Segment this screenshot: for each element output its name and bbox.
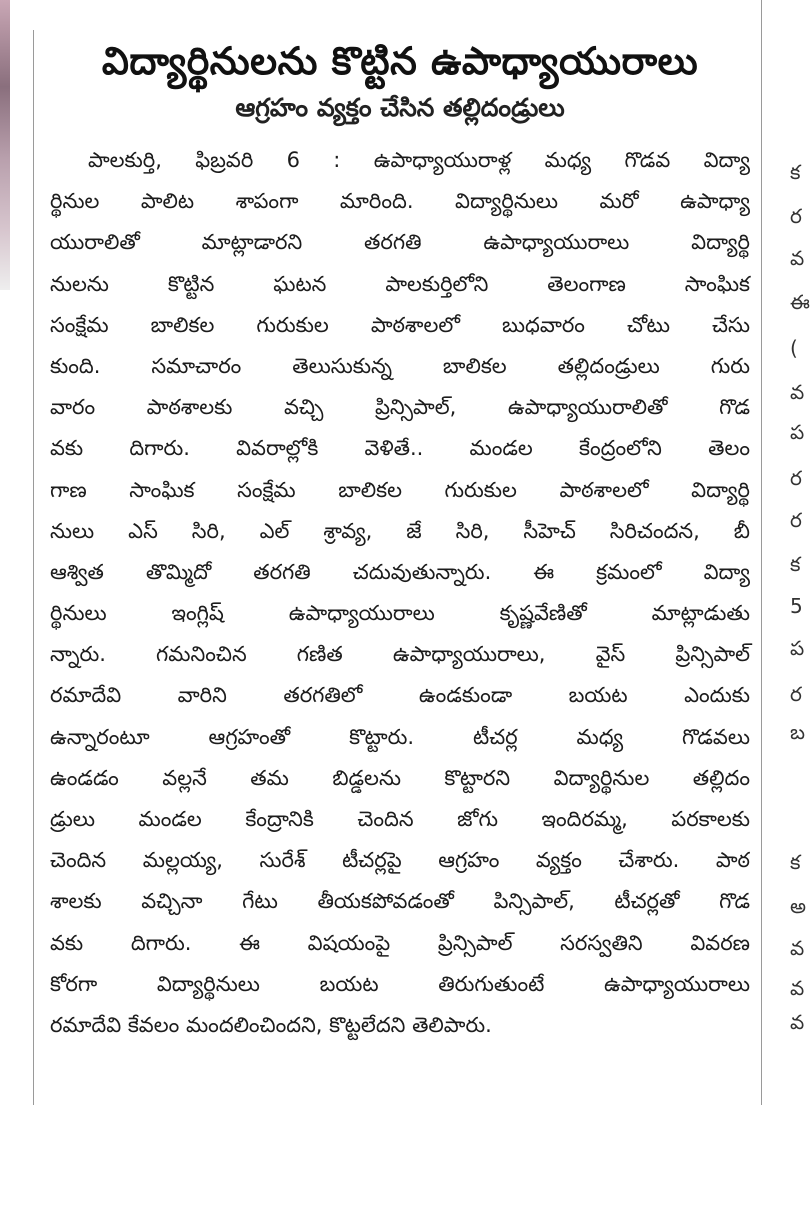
body-line: నులను కొట్టిన ఘటన పాలకుర్తిలోని తెలంగాణ సాంఘిక: [50, 271, 750, 296]
body-line: ఉండడం వల్లనే తమ బిడ్డలను కొట్టారని విద్యార్థినుల తల్లిదం: [50, 765, 750, 790]
article-headline: విద్యార్థినులను కొట్టిన ఉపాధ్యాయురాలు: [101, 39, 699, 83]
column-fragment-glyph: బ: [790, 720, 805, 744]
column-fragment-glyph: 5: [790, 594, 803, 618]
body-line: గాణ సాంఘిక సంక్షేమ బాలికల గురుకుల పాఠశాలలో విద్యార్థి: [50, 477, 750, 502]
column-fragment-glyph: ప: [790, 636, 805, 660]
body-line: నులు ఎస్ సిరి, ఎల్ శ్రావ్య, జే సిరి, సీహెచ్ సిరిచందన, బీ: [50, 518, 750, 543]
column-fragment-glyph: వ: [790, 1010, 805, 1034]
column-fragment-glyph: క: [790, 160, 801, 184]
column-fragment-glyph: ర: [790, 204, 802, 228]
column-rule-left: [33, 30, 34, 1105]
body-line: కుంది. సమాచారం తెలుసుకున్న బాలికల తల్లిదండ్రులు గురు: [50, 353, 750, 378]
column-fragment-glyph: ఈ: [790, 290, 810, 314]
body-line: కోరగా విద్యార్థినులు బయట తిరుగుతుంటే ఉపాధ్యాయురాలు: [50, 971, 750, 996]
body-line: చెందిన మల్లయ్య, సురేశ్ టీచర్లపై ఆగ్రహం వ్యక్తం చేశారు. పాఠ: [50, 848, 750, 873]
body-line: ఉన్నారంటూ ఆగ్రహంతో కొట్టారు. టీచర్ల మధ్య గొడవలు: [50, 724, 750, 749]
body-line: ర్థినులు ఇంగ్లిష్ ఉపాధ్యాయురాలు కృష్ణవేణితో మాట్లాడుతు: [50, 601, 750, 626]
column-fragment-glyph: వ: [790, 246, 805, 270]
news-article: [50, 34, 750, 1046]
body-line: న్నారు. గమనించిన గణిత ఉపాధ్యాయురాలు, వైస్ ప్రిన్సిపాల్: [50, 642, 750, 667]
column-fragment-glyph: వ: [790, 936, 805, 960]
column-fragment-glyph: ప: [790, 420, 805, 444]
adjacent-column-fragment: [776, 0, 810, 1211]
body-line: వకు దిగారు. ఈ విషయంపై ప్రిన్సిపాల్ సరస్వతిని వివరణ: [50, 930, 750, 955]
column-fragment-glyph: ర: [790, 508, 802, 532]
body-line: డ్రులు మండల కేంద్రానికి చెందిన జోగు ఇందిరమ్మ, పరకాలకు: [50, 807, 750, 831]
article-body: [50, 140, 750, 1046]
body-line: రమాదేవి కేవలం మందలించిందని, కొట్టలేదని తెలిపారు.: [50, 1012, 492, 1037]
column-fragment-glyph: వ: [790, 976, 805, 1000]
body-line: వకు దిగారు. వివరాల్లోకి వెళితే.. మండల కేంద్రంలోని తెలం: [50, 436, 750, 461]
article-subheadline: ఆగ్రహం వ్యక్తం చేసిన తల్లిదండ్రులు: [235, 93, 565, 122]
body-line: ఆశ్విత తొమ్మిదో తరగతి చదువుతున్నారు. ఈ క్రమంలో విద్యా: [50, 559, 750, 584]
body-line: రమాదేవి వారిని తరగతిలో ఉండకుండా బయట ఎందుకు: [50, 683, 750, 708]
body-line: యురాలితో మాట్లాడారని తరగతి ఉపాధ్యాయురాలు విద్యార్థి: [50, 230, 750, 255]
body-line: ర్థినుల పాలిట శాపంగా మారింది. విద్యార్థినులు మరో ఉపాధ్యా: [50, 189, 750, 214]
column-fragment-glyph: ర: [790, 466, 802, 490]
column-fragment-glyph: క: [790, 850, 801, 874]
body-line: సంక్షేమ బాలికల గురుకుల పాఠశాలలో బుధవారం చోటు చేసు: [50, 312, 750, 337]
body-line: పాలకుర్తి, ఫిబ్రవరి 6 : ఉపాధ్యాయురాళ్ల మధ్య గొడవ విద్యా: [88, 148, 750, 172]
column-fragment-glyph: వ: [790, 380, 805, 404]
column-fragment-glyph: క: [790, 552, 801, 576]
column-fragment-glyph: ర: [790, 682, 802, 706]
column-rule-right: [761, 0, 762, 1105]
body-line: వారం పాఠశాలకు వచ్చి ప్రిన్సిపాల్, ఉపాధ్యాయురాలితో గొడ: [50, 395, 750, 420]
adjacent-image-fragment: [0, 0, 10, 290]
column-fragment-glyph: (: [790, 336, 798, 360]
body-line: శాలకు వచ్చినా గేటు తీయకపోవడంతో పిన్సిపాల్, టీచర్లతో గొడ: [50, 889, 750, 914]
column-fragment-glyph: అ: [790, 894, 806, 918]
